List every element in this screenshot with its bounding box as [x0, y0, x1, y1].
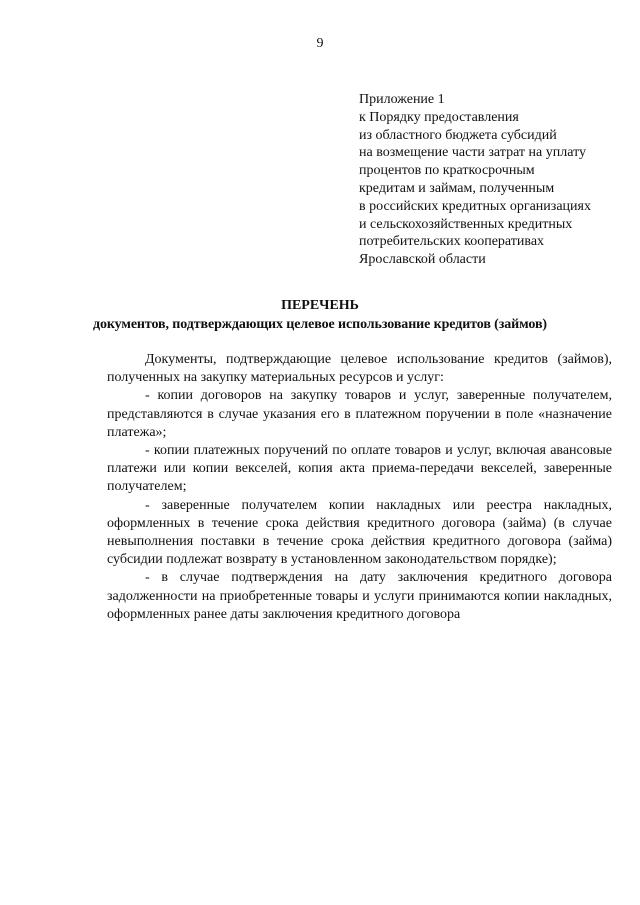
body-paragraph: Документы, подтверждающие целевое использование кредитов (займов), полученных на закупку материальных ресурсов и услуг:: [107, 352, 612, 386]
body-paragraph: - заверенные получателем копии накладных или реестра накладных, оформленных в течение срока действия кредитного договора (займа) (в случае невыполнения поставки в течение срока действия кредитного договора (займа) субсидии подлежат возврату в установленном законодательством порядке);: [107, 497, 612, 568]
document-body: [107, 351, 612, 624]
appendix-line: из областного бюджета субсидий: [359, 127, 557, 143]
appendix-line: потребительских кооперативах: [359, 234, 545, 250]
body-paragraph: - копии договоров на закупку товаров и услуг, заверенные получателем, представляются в случае указания его в платежном поручении в поле «назначение платежа»;: [107, 388, 612, 440]
appendix-line: процентов по краткосрочным: [359, 163, 535, 179]
document-subtitle: документов, подтверждающих целевое использование кредитов (займов): [93, 317, 547, 332]
appendix-line: на возмещение части затрат на уплату: [359, 145, 587, 161]
appendix-line: и сельскохозяйственных кредитных: [359, 216, 573, 232]
page-number: 9: [316, 36, 324, 51]
appendix-line: Ярославской области: [359, 252, 486, 268]
body-paragraph: - в случае подтверждения на дату заключения кредитного договора задолженности на приобретенные товары и услуги принимаются копии накладных, оформленных ранее даты заключения кредитного договора: [107, 570, 612, 622]
appendix-line: кредитам и займам, полученным: [359, 180, 555, 196]
appendix-line: к Порядку предоставления: [359, 109, 519, 125]
appendix-line: Приложение 1: [359, 92, 445, 107]
appendix-line: в российских кредитных организациях: [359, 198, 591, 214]
appendix-header: [359, 91, 629, 269]
body-paragraph: - копии платежных поручений по оплате товаров и услуг, включая авансовые платежи или копии векселей, копия акта приема-передачи векселей, заверенные получателем;: [107, 443, 612, 495]
document-title: ПЕРЕЧЕНЬ: [281, 298, 359, 313]
